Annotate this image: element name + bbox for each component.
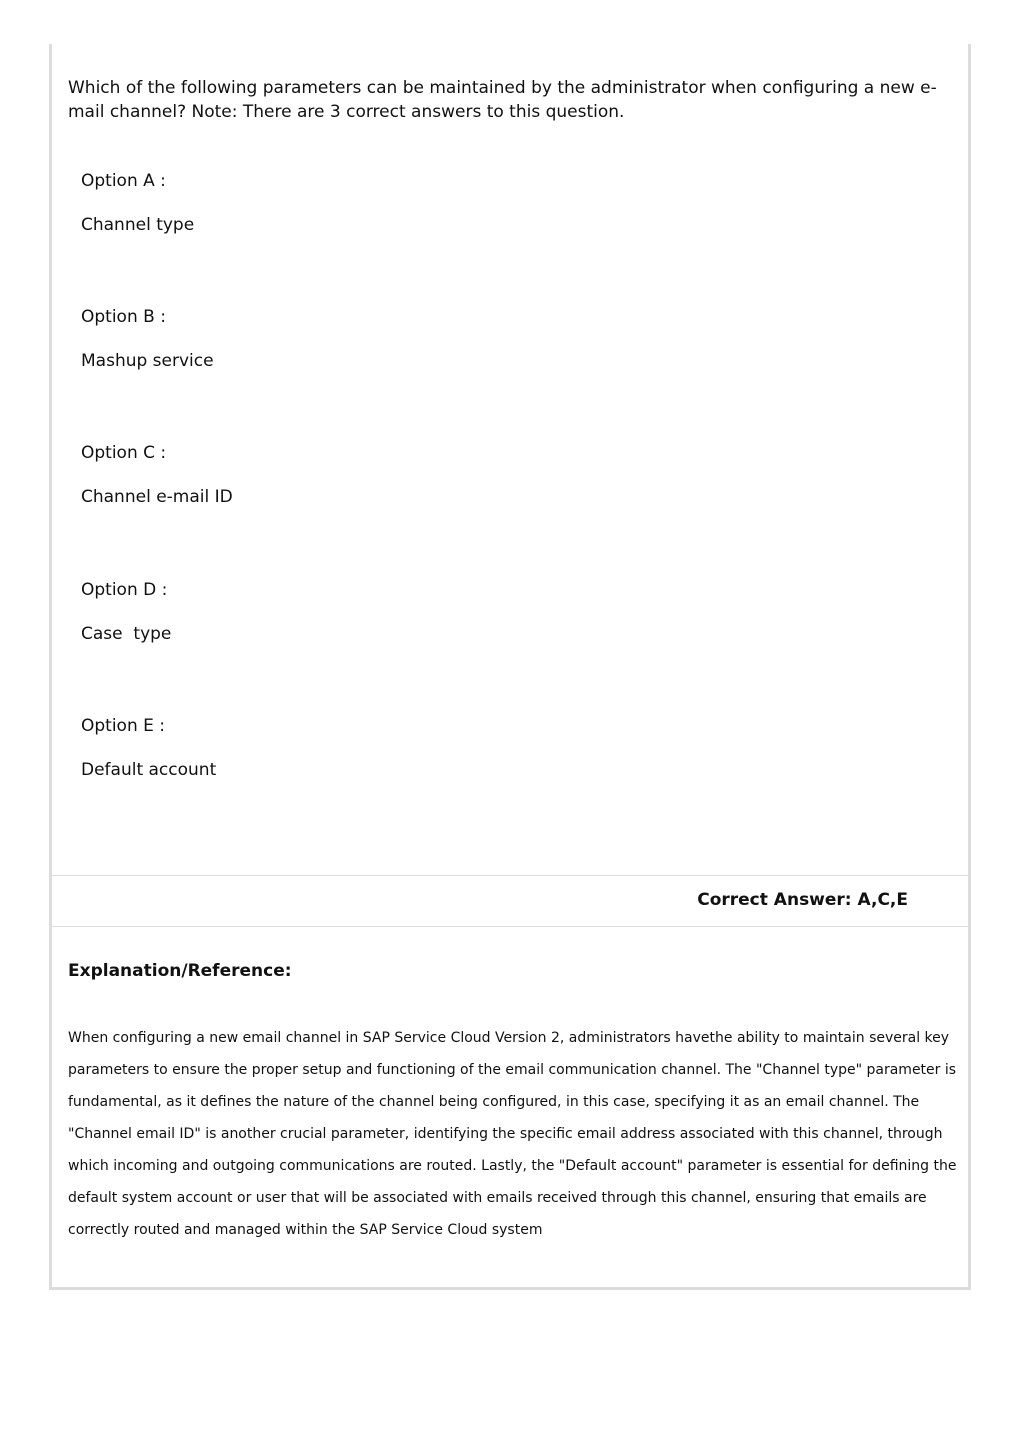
option-c-text: Channel e-mail ID xyxy=(81,487,233,507)
option-c-label: Option C : xyxy=(81,443,167,463)
option-e-label: Option E : xyxy=(81,716,166,736)
option-b xyxy=(81,306,941,372)
option-b-label: Option B : xyxy=(81,307,166,327)
option-e xyxy=(81,715,941,781)
option-e-text: Default account xyxy=(81,760,217,780)
question-card xyxy=(49,44,971,1290)
option-c xyxy=(81,442,941,508)
option-a-text: Channel type xyxy=(81,215,195,235)
option-a xyxy=(81,170,941,236)
option-b-text: Mashup service xyxy=(81,351,214,371)
option-a-label: Option A : xyxy=(81,171,166,191)
explanation-heading: Explanation/Reference: xyxy=(68,961,292,981)
correct-answer: Correct Answer: A,C,E xyxy=(697,890,908,910)
option-d xyxy=(81,579,941,645)
option-d-label: Option D : xyxy=(81,580,168,600)
explanation-body: When configuring a new email channel in SAP Service Cloud Version 2, administrators havethe ability to maintain several key parameters to ensure the proper setup and functioning of the email communication channel. The "Channel type" parameter is fundamental, as it defines the nature of the channel being configured, in this case, specifying it as an email channel. The "Channel email ID" is another crucial parameter, identifying the specific email address associated with this channel, through which incoming and outgoing communications are routed. Lastly, the "Default account" parameter is essential for defining the default system account or user that will be associated with emails received through this channel, ensuring that emails are correctly routed and managed within the SAP Service Cloud system xyxy=(68,1030,957,1238)
option-d-text: Case type xyxy=(81,624,172,644)
answer-bar xyxy=(52,875,968,927)
question-text: Which of the following parameters can be maintained by the administrator when configuring a new e-mail channel? Note: There are 3 correct answers to this question. xyxy=(68,78,937,122)
